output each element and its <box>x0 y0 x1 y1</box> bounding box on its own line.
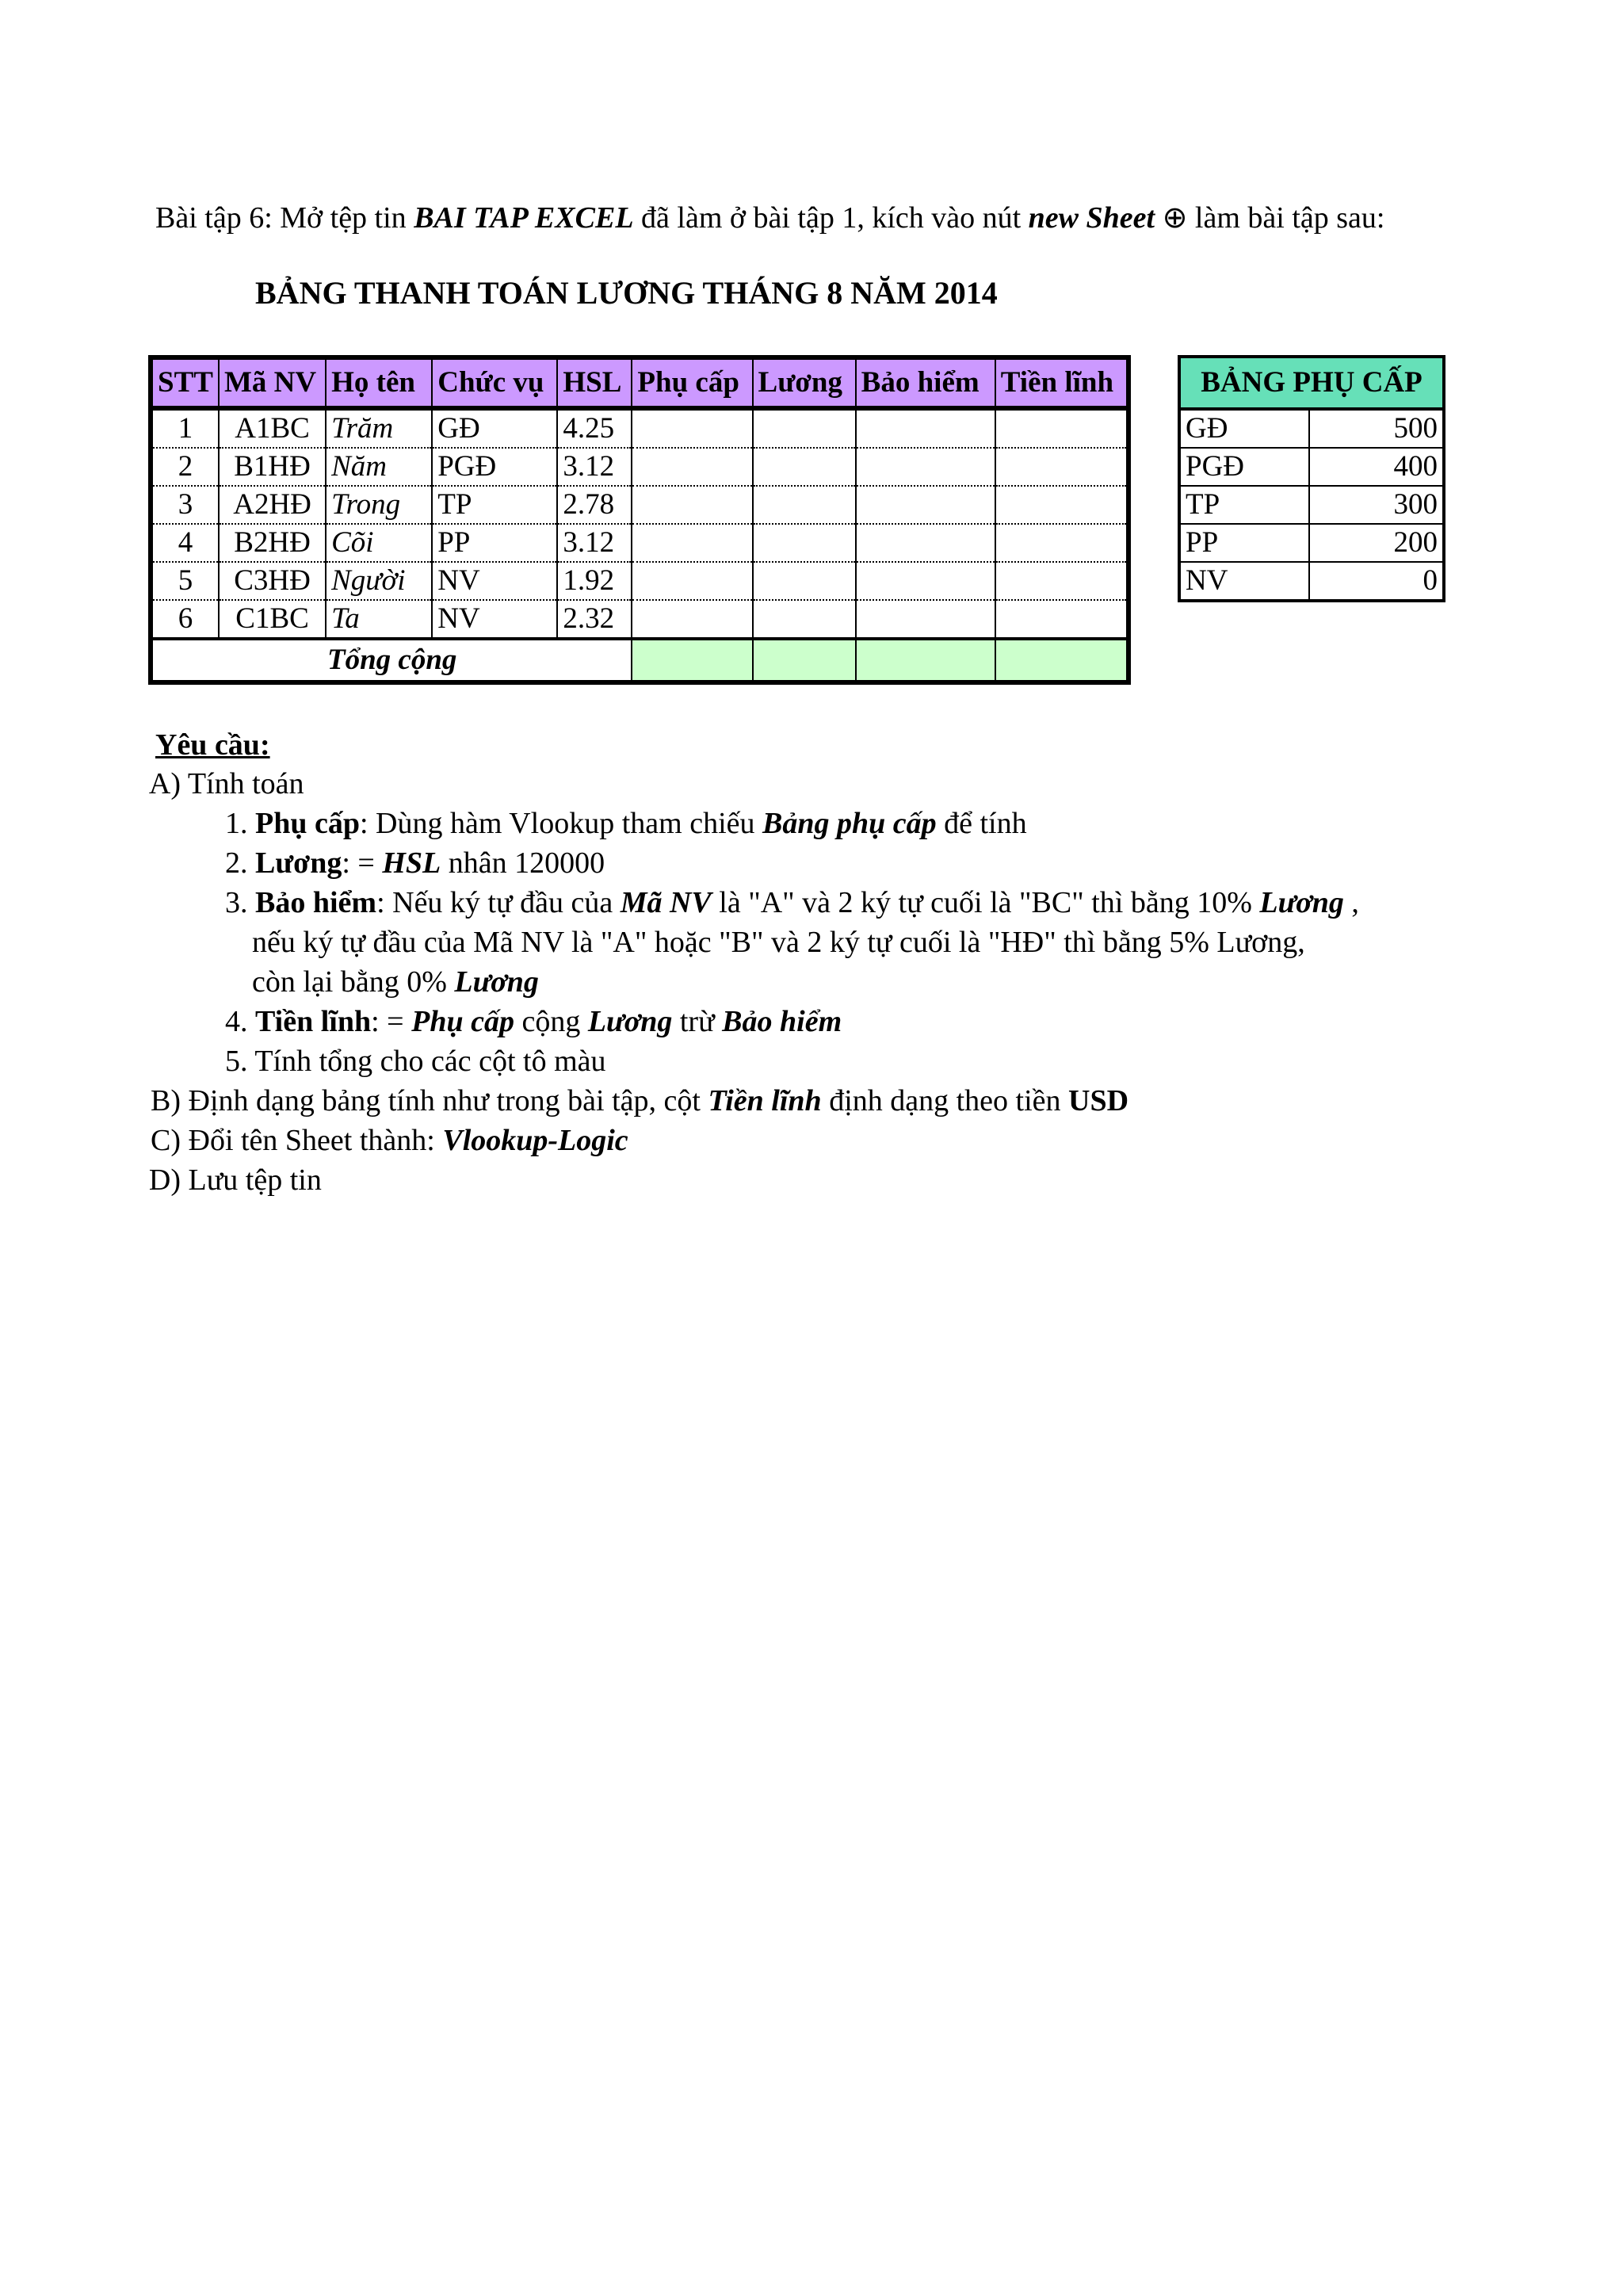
cell-bao-hiem <box>856 524 995 562</box>
req-c: C) Đổi tên Sheet thành: Vlookup-Logic <box>151 1124 628 1157</box>
allowance-value: 400 <box>1309 448 1444 486</box>
col-header: Bảo hiểm <box>856 357 995 408</box>
cell-phu-cap <box>632 562 752 600</box>
new-sheet-label: new Sheet <box>1028 201 1155 235</box>
table-row <box>151 486 1128 524</box>
cell-chuc-vu: NV <box>432 600 557 639</box>
allowance-cv: NV <box>1179 562 1309 601</box>
cell-phu-cap <box>632 524 752 562</box>
col-header: Tiền lĩnh <box>995 357 1128 408</box>
req-a: A) Tính toán <box>148 767 304 800</box>
cell-bao-hiem <box>856 600 995 639</box>
plus-circle-icon: ⊕ <box>1162 201 1188 235</box>
cell-chuc-vu: PP <box>432 524 557 562</box>
req-item-3: 3. Bảo hiểm: Nếu ký tự đầu của Mã NV là "A" và 2 ký tự cuối là "BC" thì bằng 10% Lương , <box>225 886 1359 919</box>
col-header: Chức vụ <box>432 357 557 408</box>
allowance-title: BẢNG PHỤ CẤP <box>1179 357 1444 409</box>
req-item-4: 4. Tiền lĩnh: = Phụ cấp cộng Lương trừ Bảo hiểm <box>225 1005 842 1038</box>
cell-stt: 1 <box>151 408 219 448</box>
cell-tien-linh <box>995 562 1128 600</box>
col-header: Họ tên <box>326 357 432 408</box>
col-header: Phụ cấp <box>632 357 752 408</box>
req-item-3-line3: còn lại bằng 0% Lương <box>252 965 539 999</box>
total-tien-linh <box>995 639 1128 682</box>
cell-hsl: 1.92 <box>557 562 632 600</box>
col-header: Mã NV <box>219 357 326 408</box>
total-luong <box>753 639 856 682</box>
req-item-2: 2. Lương: = HSL nhân 120000 <box>225 846 605 880</box>
cell-phu-cap <box>632 486 752 524</box>
col-header: STT <box>151 357 219 408</box>
col-header: HSL <box>557 357 632 408</box>
intro-line: Bài tập 6: Mở tệp tin BAI TAP EXCEL đã làm ở bài tập 1, kích vào nút new Sheet ⊕ làm bài tập sau: <box>155 201 1385 235</box>
cell-ma-nv: A2HĐ <box>219 486 326 524</box>
cell-luong <box>753 524 856 562</box>
cell-hsl: 4.25 <box>557 408 632 448</box>
table-row <box>1179 524 1444 562</box>
cell-ho-ten: Trong <box>326 486 432 524</box>
salary-header-row <box>151 357 1128 408</box>
salary-table <box>148 355 1131 685</box>
table-row <box>151 448 1128 486</box>
allowance-value: 0 <box>1309 562 1444 601</box>
table-row <box>1179 562 1444 601</box>
req-b: B) Định dạng bảng tính như trong bài tập, cột Tiền lĩnh định dạng theo tiền USD <box>151 1084 1129 1117</box>
cell-ho-ten: Cõi <box>326 524 432 562</box>
file-name: BAI TAP EXCEL <box>414 201 634 235</box>
cell-phu-cap <box>632 408 752 448</box>
cell-hsl: 2.32 <box>557 600 632 639</box>
req-item-5: 5. Tính tổng cho các cột tô màu <box>225 1045 606 1078</box>
allowance-value: 500 <box>1309 409 1444 448</box>
req-item-1: 1. Phụ cấp: Dùng hàm Vlookup tham chiếu Bảng phụ cấp để tính <box>225 807 1027 840</box>
cell-ma-nv: C3HĐ <box>219 562 326 600</box>
allowance-cv: PGĐ <box>1179 448 1309 486</box>
page-title: BẢNG THANH TOÁN LƯƠNG THÁNG 8 NĂM 2014 <box>255 275 998 311</box>
cell-luong <box>753 408 856 448</box>
cell-bao-hiem <box>856 562 995 600</box>
cell-chuc-vu: TP <box>432 486 557 524</box>
table-row <box>151 524 1128 562</box>
cell-bao-hiem <box>856 448 995 486</box>
allowance-cv: TP <box>1179 486 1309 524</box>
cell-chuc-vu: PGĐ <box>432 448 557 486</box>
cell-ma-nv: B2HĐ <box>219 524 326 562</box>
total-bao-hiem <box>856 639 995 682</box>
cell-chuc-vu: NV <box>432 562 557 600</box>
cell-ma-nv: C1BC <box>219 600 326 639</box>
cell-stt: 3 <box>151 486 219 524</box>
cell-stt: 6 <box>151 600 219 639</box>
cell-chuc-vu: GĐ <box>432 408 557 448</box>
cell-stt: 2 <box>151 448 219 486</box>
total-row <box>151 639 1128 682</box>
allowance-cv: PP <box>1179 524 1309 562</box>
cell-stt: 5 <box>151 562 219 600</box>
cell-ma-nv: B1HĐ <box>219 448 326 486</box>
allowance-value: 300 <box>1309 486 1444 524</box>
cell-hsl: 2.78 <box>557 486 632 524</box>
col-header: Lương <box>753 357 856 408</box>
cell-tien-linh <box>995 408 1128 448</box>
cell-tien-linh <box>995 448 1128 486</box>
table-row <box>151 600 1128 639</box>
req-d: D) Lưu tệp tin <box>148 1163 322 1197</box>
cell-phu-cap <box>632 600 752 639</box>
cell-bao-hiem <box>856 408 995 448</box>
cell-ma-nv: A1BC <box>219 408 326 448</box>
table-row <box>1179 486 1444 524</box>
allowance-table <box>1178 355 1445 602</box>
cell-luong <box>753 562 856 600</box>
cell-phu-cap <box>632 448 752 486</box>
table-row <box>1179 448 1444 486</box>
cell-ho-ten: Ta <box>326 600 432 639</box>
cell-bao-hiem <box>856 486 995 524</box>
cell-ho-ten: Trăm <box>326 408 432 448</box>
cell-luong <box>753 600 856 639</box>
cell-hsl: 3.12 <box>557 448 632 486</box>
table-row <box>151 562 1128 600</box>
table-row <box>151 408 1128 448</box>
allowance-cv: GĐ <box>1179 409 1309 448</box>
cell-ho-ten: Năm <box>326 448 432 486</box>
cell-tien-linh <box>995 600 1128 639</box>
cell-hsl: 3.12 <box>557 524 632 562</box>
cell-luong <box>753 486 856 524</box>
cell-tien-linh <box>995 486 1128 524</box>
cell-luong <box>753 448 856 486</box>
cell-stt: 4 <box>151 524 219 562</box>
total-label: Tổng cộng <box>151 639 632 682</box>
req-item-3-line2: nếu ký tự đầu của Mã NV là "A" hoặc "B" và 2 ký tự cuối là "HĐ" thì bằng 5% Lương, <box>252 926 1305 959</box>
total-phu-cap <box>632 639 752 682</box>
requirements-heading: Yêu cầu: <box>155 728 270 762</box>
allowance-value: 200 <box>1309 524 1444 562</box>
cell-tien-linh <box>995 524 1128 562</box>
table-row <box>1179 409 1444 448</box>
cell-ho-ten: Người <box>326 562 432 600</box>
